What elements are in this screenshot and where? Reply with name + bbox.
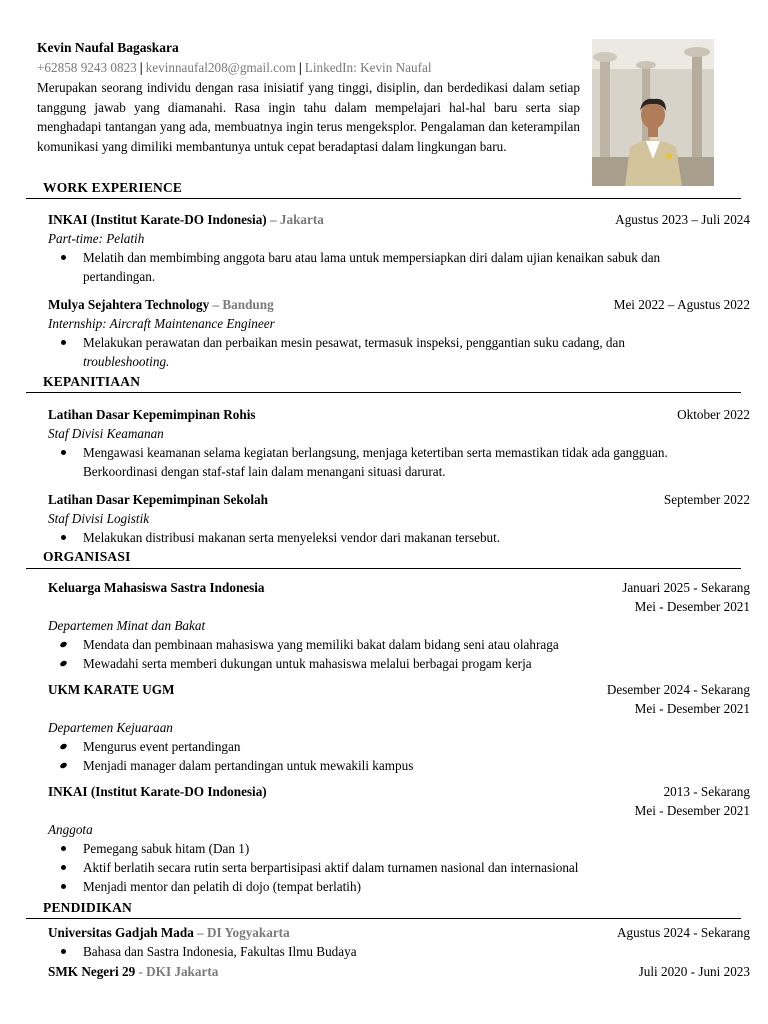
section-divider — [26, 918, 741, 919]
date-range: Desember 2024 - Sekarang — [606, 682, 750, 697]
bullet-text: Melakukan perawatan dan perbaikan mesin pesawat, termasuk inspeksi, penggantian suku cadang, dan — [83, 335, 625, 350]
org-entry-kemasi — [48, 578, 750, 673]
bullet-item: Pemegang sabuk hitam (Dan 1) — [83, 839, 750, 858]
profile-photo — [592, 39, 714, 186]
bullet-item: Menjadi mentor dan pelatih di dojo (tempat berlatih) — [83, 877, 750, 896]
organization-name: Latihan Dasar Kepemimpinan Rohis — [48, 407, 256, 422]
location: – DI Yogyakarta — [193, 925, 290, 940]
phone-number: +62858 9243 0823 — [37, 60, 137, 75]
profile-summary: Merupakan seorang individu dengan rasa inisiatif yang tinggi, disiplin, dan berdedikasi dalam setiap tanggung jawab yang diamanahi. Rasa ingin tahu dalam mempelajari hal-hal baru serta siap menghadapi tantangan yang ada, membuatnya ingin terus mengeksplor. Pengalaman dan keterampilan komunikasi yang dimiliki membantunya untuk cepat beradaptasi dalam lingkungan baru. — [37, 80, 580, 154]
date-range: Agustus 2023 – Juli 2024 — [615, 212, 750, 227]
role-title: Departemen Minat dan Bakat — [48, 618, 206, 633]
profile-photo-illustration — [592, 39, 714, 186]
org-entry-inkai — [48, 782, 750, 896]
role-title: Staf Divisi Logistik — [48, 511, 150, 526]
bullet-list — [48, 942, 750, 961]
bullet-list — [48, 333, 750, 371]
organization-name: UKM KARATE UGM — [48, 682, 175, 697]
bullet-item: Menjadi manager dalam pertandingan untuk mewakili kampus — [83, 756, 750, 775]
org-entry-ukm-karate — [48, 680, 750, 775]
committee-entry-rohis — [48, 405, 750, 481]
role-title: Departemen Kejuaraan — [48, 720, 173, 735]
institution-name: Universitas Gadjah Mada — [48, 925, 194, 940]
date-range: 2013 - Sekarang — [663, 784, 750, 799]
section-divider — [26, 198, 741, 199]
section-title-pendidikan: PENDIDIKAN — [43, 900, 133, 915]
role-title: Internship: Aircraft Maintenance Engineer — [48, 316, 275, 331]
section-title-organisasi: ORGANISASI — [43, 549, 131, 564]
bullet-item: Mengurus event pertandingan — [83, 737, 750, 756]
date-range: Juli 2020 - Juni 2023 — [638, 964, 750, 979]
date-range: Agustus 2024 - Sekarang — [617, 925, 750, 940]
role-title: Part-time: Pelatih — [48, 231, 145, 246]
section-title-kepanitiaan: KEPANITIAAN — [43, 374, 141, 389]
date-range: Mei 2022 – Agustus 2022 — [613, 297, 750, 312]
bullet-list — [48, 839, 750, 896]
work-entry-mulya — [48, 295, 750, 371]
bullet-item: Mendata dan pembinaan mahasiswa yang memiliki bakat dalam bidang seni atau olahraga — [83, 635, 750, 654]
location: – Bandung — [209, 297, 274, 312]
bullet-list — [48, 528, 750, 547]
committee-entry-sekolah — [48, 490, 750, 547]
resume-header — [37, 38, 580, 156]
location: - DKI Jakarta — [135, 964, 219, 979]
bullet-item: Aktif berlatih secara rutin serta berpartisipasi aktif dalam turnamen nasional dan internasional — [83, 858, 750, 877]
section-divider — [26, 568, 741, 569]
bullet-list — [48, 248, 750, 286]
candidate-name: Kevin Naufal Bagaskara — [37, 40, 179, 55]
organization-name: INKAI (Institut Karate-DO Indonesia) — [48, 212, 267, 227]
date-range: Januari 2025 - Sekarang — [622, 580, 750, 595]
bullet-item: Melakukan distribusi makanan serta menyeleksi vendor dari makanan tersebut. — [83, 528, 750, 547]
role-title: Staf Divisi Keamanan — [48, 426, 164, 441]
institution-name: SMK Negeri 29 — [48, 964, 136, 979]
bullet-text-italic: troubleshooting. — [83, 354, 170, 369]
separator: | — [139, 60, 143, 75]
secondary-date: Mei - Desember 2021 — [634, 701, 750, 716]
bullet-item: Mewadahi serta memberi dukungan untuk mahasiswa melalui berbagai progam kerja — [83, 654, 750, 673]
date-range: Oktober 2022 — [677, 407, 750, 422]
organization-name: Latihan Dasar Kepemimpinan Sekolah — [48, 492, 268, 507]
bullet-item: Bahasa dan Sastra Indonesia, Fakultas Ilmu Budaya — [83, 942, 750, 961]
date-range: September 2022 — [663, 492, 750, 507]
role-title: Anggota — [48, 822, 93, 837]
edu-entry-smk — [48, 962, 750, 981]
organization-name: Mulya Sejahtera Technology — [48, 297, 210, 312]
work-entry-inkai — [48, 210, 750, 286]
contact-line — [37, 58, 580, 77]
separator: | — [298, 60, 302, 75]
location: – Jakarta — [266, 212, 324, 227]
organization-name: INKAI (Institut Karate-DO Indonesia) — [48, 784, 267, 799]
linkedin-link: LinkedIn: Kevin Naufal — [304, 60, 432, 75]
email-address: kevinnaufal208@gmail.com — [145, 60, 296, 75]
section-title-work-experience: WORK EXPERIENCE — [43, 180, 183, 195]
organization-name: Keluarga Mahasiswa Sastra Indonesia — [48, 580, 265, 595]
bullet-item — [83, 333, 750, 371]
bullet-item: Melatih dan membimbing anggota baru atau lama untuk mempersiapkan diri dalam ujian kenaikan sabuk dan pertandingan. — [83, 248, 750, 286]
secondary-date: Mei - Desember 2021 — [634, 599, 750, 614]
bullet-list — [48, 635, 750, 673]
bullet-list — [48, 737, 750, 775]
secondary-date: Mei - Desember 2021 — [634, 803, 750, 818]
edu-entry-ugm — [48, 923, 750, 961]
section-divider — [26, 392, 741, 393]
bullet-item: Mengawasi keamanan selama kegiatan berlangsung, menjaga ketertiban serta memastikan tidak ada gangguan. Berkoordinasi dengan staf-staf lain dalam menangani situasi darurat. — [83, 443, 750, 481]
bullet-list — [48, 443, 750, 481]
